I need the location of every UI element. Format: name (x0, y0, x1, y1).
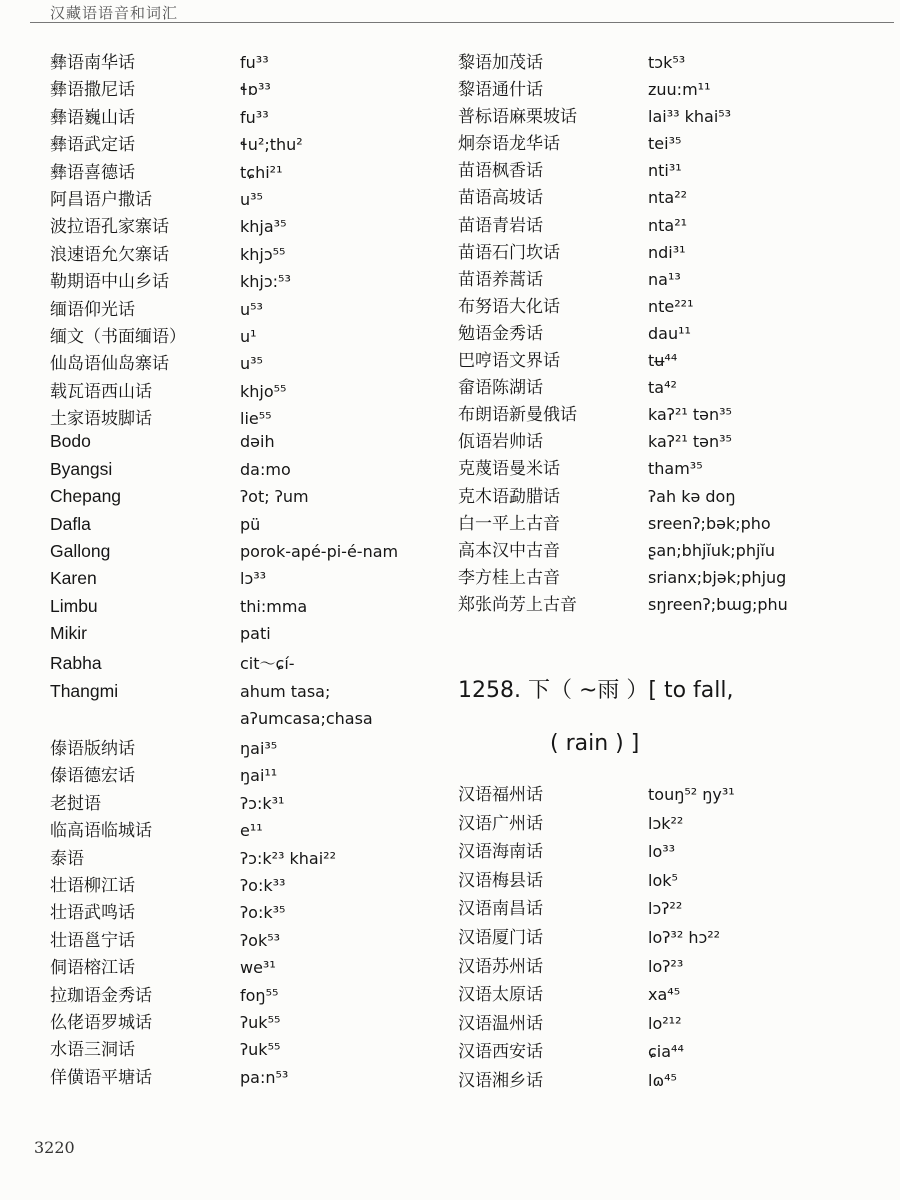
entry-row (458, 482, 888, 509)
left-column (50, 48, 430, 1090)
entry-form: e¹¹ (240, 821, 263, 841)
entry-language: 缅语仰光话 (50, 299, 135, 320)
entry-form: ŋai³⁵ (240, 738, 278, 758)
entry-language: 勉语金秀话 (458, 323, 543, 344)
entry-language: 浪速语允欠寨话 (50, 244, 169, 265)
entry-language: 壮语柳江话 (50, 875, 135, 896)
entry-row (50, 761, 430, 788)
entry-language: 缅文（书面缅语） (50, 326, 186, 347)
entry-form: lɔ³³ (240, 569, 267, 589)
entry-language: Chepang (50, 486, 122, 507)
entry-form: ʔah kə doŋ (648, 486, 736, 506)
entry-language: Dafla (50, 513, 91, 534)
entry-form: ʔuk⁵⁵ (240, 1012, 281, 1032)
entry-row (50, 48, 430, 75)
entry-language: 彝语喜德话 (50, 162, 135, 183)
entry-form: lɔk²² (648, 813, 684, 833)
entry-language: 苗语枫香话 (458, 161, 543, 182)
entry-form: ndi³¹ (648, 242, 686, 262)
entry-language: 畲语陈湖话 (458, 378, 543, 399)
entry-row (458, 1009, 888, 1038)
entry-form: lo²¹² (648, 1013, 682, 1033)
entry-language: Thangmi (50, 680, 119, 701)
entry-language: 汉语苏州话 (458, 956, 543, 977)
running-header: 汉藏语语音和词汇 (50, 4, 179, 22)
entry-row (458, 980, 888, 1009)
entry-row (458, 48, 888, 75)
entry-row (50, 926, 430, 953)
entry-row (50, 130, 430, 157)
entry-form: srianx;bjək;phjug (648, 567, 787, 587)
entry-row (458, 265, 888, 292)
right-column (458, 48, 888, 1095)
entry-language: 波拉语孔家寨话 (50, 217, 169, 238)
entry-language: 李方桂上古音 (458, 567, 560, 588)
entry-row (50, 459, 430, 486)
entry-row (50, 1063, 430, 1090)
entry-form: lɷ⁴⁵ (648, 1070, 677, 1090)
entry-form: ʔok⁵³ (240, 930, 281, 950)
entry-language: 布朗语新曼俄话 (458, 405, 577, 426)
entry-row (50, 1035, 430, 1062)
entry-form: zuu:m¹¹ (648, 80, 711, 100)
entry-language: 阿昌语户撒话 (50, 189, 152, 210)
entry-form: ʔuk⁵⁵ (240, 1040, 281, 1060)
entry-language: 苗语高坡话 (458, 188, 543, 209)
entry-form: u⁵³ (240, 299, 263, 319)
entry-form: lok⁵ (648, 870, 678, 890)
entry-row (50, 158, 430, 185)
entry-form: lo³³ (648, 842, 676, 862)
entry-language: 土家语坡脚话 (50, 409, 152, 430)
entry-row (458, 156, 888, 183)
entry-row (50, 898, 430, 925)
entry-form: fu³³ (240, 53, 269, 72)
entry-form: loʔ²³ (648, 956, 684, 976)
entry-language: 汉语西安话 (458, 1042, 543, 1063)
entry-language: 载瓦语西山话 (50, 381, 152, 402)
entry-row (458, 536, 888, 563)
entry-form: tei³⁵ (648, 134, 682, 154)
entry-language: 侗语榕江话 (50, 958, 135, 979)
entry-form: lie⁵⁵ (240, 409, 272, 429)
entry-form: tɔk⁵³ (648, 53, 686, 72)
entry-row (50, 871, 430, 898)
entry-language: 普标语麻栗坡话 (458, 107, 577, 128)
entry-form: pü (240, 514, 261, 534)
entry-form: dəih (240, 432, 275, 452)
entry-row (50, 377, 430, 404)
entry-row (458, 346, 888, 373)
entry-row (50, 789, 430, 816)
entry-form: kaʔ²¹ tən³⁵ (648, 405, 732, 425)
section-heading: 1258. 下（ ~雨 ）[ to fall, (458, 677, 734, 703)
entry-row (458, 894, 888, 923)
entry-language: 炯奈语龙华话 (458, 134, 560, 155)
entry-language: Mikir (50, 623, 87, 644)
entry-language: 郑张尚芳上古音 (458, 594, 577, 615)
entry-row (50, 267, 430, 294)
entry-language: 仫佬语罗城话 (50, 1012, 152, 1033)
entry-form: ta⁴² (648, 378, 677, 398)
entry-language: 彝语南华话 (50, 53, 135, 73)
entry-row (458, 509, 888, 536)
entry-row (50, 185, 430, 212)
entry-form: touŋ⁵² ŋy³¹ (648, 784, 735, 804)
entry-row (458, 454, 888, 481)
entry-language: 勒期语中山乡话 (50, 272, 169, 293)
entry-row (50, 103, 430, 130)
entry-row (458, 238, 888, 265)
entry-form: cit～ɕí- (240, 653, 295, 673)
entry-row (50, 981, 430, 1008)
entry-form: khja³⁵ (240, 217, 287, 237)
entry-language: 傣语德宏话 (50, 766, 135, 787)
entry-row (458, 1037, 888, 1066)
entry-row (458, 837, 888, 866)
entry-row (458, 373, 888, 400)
entry-row (50, 295, 430, 322)
entry-row (458, 923, 888, 952)
entry-language: Byangsi (50, 458, 113, 479)
entry-language: 苗语养蒿话 (458, 269, 543, 290)
entry-row (458, 319, 888, 346)
entry-form: da:mo (240, 459, 291, 479)
entry-form: pa:n⁵³ (240, 1067, 289, 1087)
entry-language: 白一平上古音 (458, 513, 560, 534)
entry-language: 高本汉中古音 (458, 540, 560, 561)
entry-language: 汉语梅县话 (458, 870, 543, 891)
entry-form: pati (240, 624, 271, 644)
entry-form: na¹³ (648, 269, 681, 289)
entry-language: Limbu (50, 595, 98, 616)
entry-row (458, 75, 888, 102)
entry-language: 汉语太原话 (458, 985, 543, 1006)
entry-form: nte²²¹ (648, 296, 694, 316)
entry-form: u³⁵ (240, 354, 263, 374)
entry-language: 克蔑语曼米话 (458, 459, 560, 480)
entry-form: ahum tasa; aʔumcasa;chasa (240, 681, 373, 728)
entry-form: ɬu²;thu² (240, 135, 303, 155)
entry-language: 苗语青岩话 (458, 215, 543, 236)
entry-language: Karen (50, 568, 97, 589)
entry-language: Rabha (50, 652, 102, 673)
entry-row (50, 734, 430, 761)
entry-form: u³⁵ (240, 189, 263, 209)
entry-form: ʂan;bhjĭuk;phjĭu (648, 540, 775, 560)
entry-row (50, 486, 430, 513)
section-heading-continued: ( rain ) ] (550, 730, 640, 756)
entry-row (458, 292, 888, 319)
entry-form: ŋai¹¹ (240, 766, 278, 786)
entry-row (50, 678, 430, 734)
entry-language: 黎语加茂话 (458, 53, 543, 73)
entry-form: fu³³ (240, 107, 269, 127)
entry-language: 傣语版纳话 (50, 738, 135, 759)
entry-form: ʔo:k³³ (240, 875, 286, 895)
entry-form: tɕhi²¹ (240, 162, 283, 182)
entry-row (458, 809, 888, 838)
entry-row (458, 400, 888, 427)
entry-row (50, 844, 430, 871)
entry-language: 汉语福州话 (458, 784, 543, 805)
entry-row (50, 816, 430, 843)
entry-form: dau¹¹ (648, 323, 691, 343)
entry-row (458, 427, 888, 454)
entry-row (50, 1008, 430, 1035)
entry-language: 汉语温州话 (458, 1013, 543, 1034)
entry-language: 彝语巍山话 (50, 107, 135, 128)
entry-language: 泰语 (50, 848, 84, 869)
entry-row (50, 240, 430, 267)
entry-language: 巴哼语文界话 (458, 351, 560, 372)
entry-form: tʉ⁴⁴ (648, 351, 678, 371)
entry-language: 佤语岩帅话 (458, 432, 543, 453)
entry-language: 临高语临城话 (50, 821, 152, 842)
entry-row (50, 514, 430, 541)
entry-row (458, 129, 888, 156)
entry-form: ʔɔ:k²³ khai²² (240, 848, 337, 868)
entry-language: 汉语南昌话 (458, 899, 543, 920)
entry-form: nti³¹ (648, 161, 682, 181)
entry-row (50, 404, 430, 431)
entry-row (50, 75, 430, 102)
page-number: 3220 (34, 1138, 75, 1157)
entry-form: ʔot; ʔum (240, 487, 309, 507)
entry-row (458, 183, 888, 210)
entry-form: nta²¹ (648, 215, 688, 235)
entry-form: ɬɒ³³ (240, 80, 271, 100)
entry-row (50, 541, 430, 568)
entry-form: foŋ⁵⁵ (240, 985, 279, 1005)
entry-form: loʔ³² hɔ²² (648, 927, 721, 947)
entry-language: 水语三洞话 (50, 1040, 135, 1061)
entry-language: 黎语通什话 (458, 80, 543, 101)
entry-language: 布努语大化话 (458, 296, 560, 317)
entry-language: 汉语厦门话 (458, 927, 543, 948)
entry-form: we³¹ (240, 958, 276, 978)
entry-row (458, 780, 888, 809)
entry-language: 克木语勐腊话 (458, 486, 560, 507)
entry-form: sreenʔ;bək;pho (648, 513, 771, 533)
entry-language: 汉语海南话 (458, 842, 543, 863)
entry-row (50, 349, 430, 376)
entry-language: 苗语石门坎话 (458, 242, 560, 263)
entry-row (458, 563, 888, 590)
entry-row (50, 953, 430, 980)
entry-form: nta²² (648, 188, 688, 208)
entry-form: tham³⁵ (648, 459, 703, 479)
entry-form: xa⁴⁵ (648, 985, 681, 1005)
entry-row (458, 1066, 888, 1095)
entry-language: 彝语武定话 (50, 135, 135, 156)
entry-form: khjɔ:⁵³ (240, 272, 291, 292)
entry-row (50, 596, 430, 623)
entry-row (458, 211, 888, 238)
entry-language: 彝语撒尼话 (50, 80, 135, 101)
entry-form: kaʔ²¹ tən³⁵ (648, 432, 732, 452)
entry-language: 老挝语 (50, 793, 101, 814)
entry-form: sŋreenʔ;bɯɡ;phu (648, 594, 788, 614)
entry-form: khjo⁵⁵ (240, 381, 287, 401)
entry-row (458, 952, 888, 981)
entry-row (458, 590, 888, 617)
entry-row (50, 623, 430, 650)
entry-row (458, 102, 888, 129)
entry-language: Bodo (50, 431, 91, 452)
header-rule (30, 22, 894, 23)
entry-language: Gallong (50, 541, 111, 562)
entry-language: 汉语广州话 (458, 813, 543, 834)
entry-form: lɔʔ²² (648, 899, 683, 919)
section-gap (458, 617, 888, 665)
entry-language: 拉珈语金秀话 (50, 985, 152, 1006)
entry-row (50, 431, 430, 458)
entry-form: ɕia⁴⁴ (648, 1042, 684, 1062)
entry-form: ʔɔ:k³¹ (240, 793, 285, 813)
entry-row (50, 568, 430, 595)
entry-row (50, 212, 430, 239)
entry-form: porok-apé-pi-é-nam (240, 542, 399, 562)
entry-form: thi:mma (240, 596, 308, 616)
entry-language: 壮语武鸣话 (50, 903, 135, 924)
entry-form: ʔo:k³⁵ (240, 903, 286, 923)
entry-form: khjɔ⁵⁵ (240, 244, 286, 264)
entry-language: 佯僙语平塘话 (50, 1067, 152, 1088)
entry-language: 壮语邕宁话 (50, 930, 135, 951)
entry-form: u¹ (240, 326, 257, 346)
entry-row (458, 866, 888, 895)
entry-form: lai³³ khai⁵³ (648, 107, 732, 127)
entry-language: 汉语湘乡话 (458, 1070, 543, 1091)
entry-row (50, 322, 430, 349)
entry-language: 仙岛语仙岛寨话 (50, 354, 169, 375)
entry-row (50, 651, 430, 678)
